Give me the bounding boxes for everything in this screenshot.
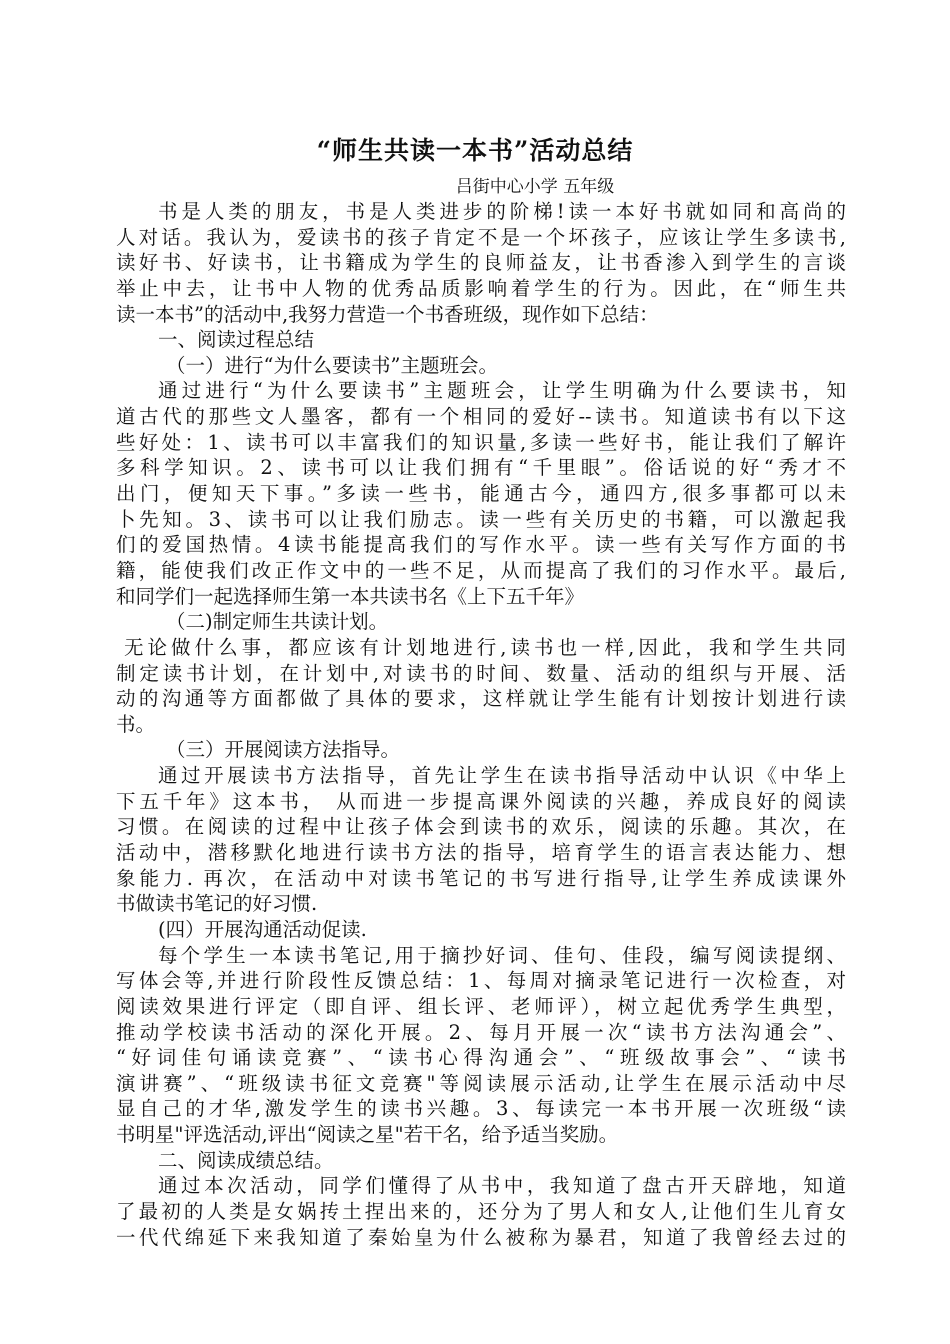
paragraph-line: 多科学知识。2、读书可以让我们拥有“千里眼”。俗话说的好“秀才不: [116, 456, 846, 480]
paragraph-line: 们的爱国热情。4读书能提高我们的写作水平。读一些有关写作方面的书: [116, 533, 846, 557]
paragraph-line: 每个学生一本读书笔记,用于摘抄好词、佳句、佳段，编写阅读提纲、: [158, 943, 846, 967]
paragraph-line: 象能力. 再次，在活动中对读书笔记的书写进行指导,让学生养成读课外: [116, 866, 846, 890]
paragraph-line: 籍，能使我们改正作文中的一些不足，从而提高了我们的习作水平。最后,: [116, 558, 846, 582]
subsection-heading: （一）进行“为什么要读书”主题班会。: [166, 353, 498, 377]
section-heading: 二、阅读成绩总结。: [158, 1148, 334, 1172]
paragraph-line: 通过进行“为什么要读书”主题班会，让学生明确为什么要读书，知: [158, 379, 846, 403]
paragraph-line: 书明星"评选活动,评出“阅读之星"若干名，给予适当奖励。: [116, 1123, 619, 1147]
section-heading: 一、阅读过程总结: [158, 328, 315, 352]
paragraph-line: 出门，便知天下事。”多读一些书，能通古今，通四方,很多事都可以未: [116, 482, 846, 506]
paragraph-line: 演讲赛”、“班级读书征文竞赛"等阅读展示活动,让学生在展示活动中尽: [116, 1071, 846, 1095]
paragraph-line: 卜先知。3、读书可以让我们励志。读一些有关历史的书籍，可以激起我: [116, 507, 846, 531]
paragraph-line: 些好处：1、读书可以丰富我们的知识量,多读一些好书，能让我们了解许: [116, 430, 846, 454]
document-body: [116, 199, 846, 1250]
paragraph-line: 了最初的人类是女娲抟土捏出来的，还分为了男人和女人,让他们生儿育女: [116, 1199, 846, 1223]
paragraph-line: 通过本次活动，同学们懂得了从书中，我知道了盘古开天辟地，知道: [158, 1174, 846, 1198]
paragraph-line: 无论做什么事，都应该有计划地进行,读书也一样,因此，我和学生共同: [124, 635, 846, 659]
paragraph-line: 读一本书”的活动中,我努力营造一个书香班级，现作如下总结：: [116, 302, 659, 326]
paragraph-line: 书做读书笔记的好习惯.: [116, 892, 318, 916]
subsection-heading: （二)制定师生共读计划。: [166, 610, 389, 634]
paragraph-line: 下五千年》这本书， 从而进一步提高课外阅读的兴趣，养成良好的阅读: [116, 789, 846, 813]
paragraph-line: 通过开展读书方法指导，首先让学生在读书指导活动中认识《中华上: [158, 764, 846, 788]
paragraph-line: 习惯。在阅读的过程中让孩子体会到读书的欢乐，阅读的乐趣。其次，在: [116, 815, 846, 839]
subsection-heading: （三）开展阅读方法指导。: [166, 738, 401, 762]
subsection-heading: (四）开展沟通活动促读.: [158, 917, 367, 941]
paragraph-line: 阅读效果进行评定（即自评、组长评、老师评），树立起优秀学生典型，: [116, 994, 846, 1018]
paragraph-line: 人对话。我认为，爱读书的孩子肯定不是一个坏孩子，应该让学生多读书,: [116, 225, 846, 249]
paragraph-line: 推动学校读书活动的深化开展。2、每月开展一次“读书方法沟通会”、: [116, 1020, 846, 1044]
paragraph-line: “好词佳句诵读竞赛”、“读书心得沟通会”、“班级故事会”、“读书: [116, 1046, 846, 1070]
paragraph-line: 书。: [116, 712, 156, 736]
paragraph-line: 动的沟通等方面都做了具体的要求，这样就让学生能有计划按计划进行读: [116, 687, 846, 711]
paragraph-line: 举止中去，让书中人物的优秀品质影响着学生的行为。因此，在“师生共: [116, 276, 846, 300]
paragraph-line: 制定读书计划，在计划中,对读书的时间、数量、活动的组织与开展、活: [116, 661, 846, 685]
paragraph-line: 写体会等,并进行阶段性反馈总结：1、每周对摘录笔记进行一次检查，对: [116, 969, 846, 993]
paragraph-line: 道古代的那些文人墨客，都有一个相同的爱好--读书。知道读书有以下这: [116, 405, 846, 429]
paragraph-line: 一代代绵延下来我知道了秦始皇为什么被称为暴君，知道了我曾经去过的: [116, 1225, 846, 1249]
paragraph-line: 读好书、好读书，让书籍成为学生的良师益友，让书香渗入到学生的言谈: [116, 251, 846, 275]
document-title: “师生共读一本书”活动总结: [316, 136, 634, 165]
paragraph-line: 显自己的才华,激发学生的读书兴趣。3、每读完一本书开展一次班级“读: [116, 1097, 846, 1121]
paragraph-line: 和同学们一起选择师生第一本共读书名《上下五千年》: [116, 584, 585, 608]
document-byline: 吕街中心小学 五年级: [455, 177, 615, 197]
paragraph-line: 活动中，潜移默化地进行读书方法的指导，培育学生的语言表达能力、想: [116, 841, 846, 865]
paragraph-line: 书是人类的朋友，书是人类进步的阶梯!读一本好书就如同和高尚的: [158, 200, 846, 223]
